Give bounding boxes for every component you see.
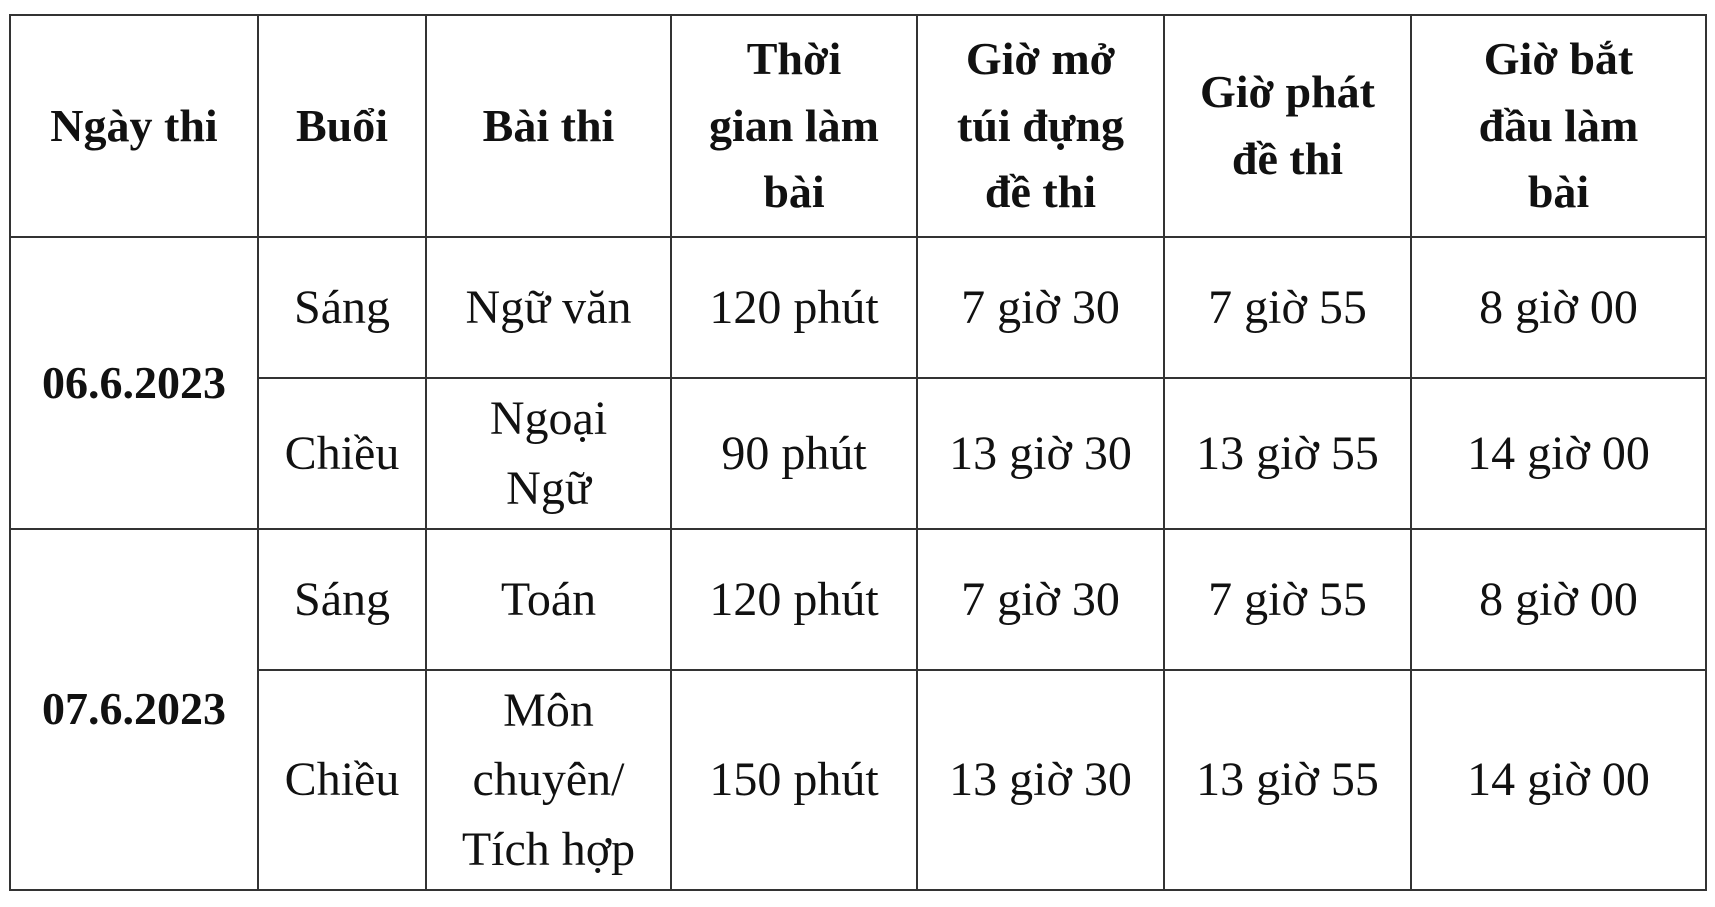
session-cell: Chiều <box>258 378 426 529</box>
session-cell: Sáng <box>258 529 426 670</box>
header-date: Ngày thi <box>10 15 258 237</box>
header-distribute-time: Giờ phát đề thi <box>1164 15 1411 237</box>
start-time-cell: 8 giờ 00 <box>1411 529 1706 670</box>
subject-cell: Ngữ văn <box>426 237 671 378</box>
session-cell: Chiều <box>258 670 426 890</box>
distribute-time-cell: 13 giờ 55 <box>1164 670 1411 890</box>
distribute-time-cell: 7 giờ 55 <box>1164 237 1411 378</box>
distribute-time-cell: 7 giờ 55 <box>1164 529 1411 670</box>
header-session: Buổi <box>258 15 426 237</box>
open-bag-time-cell: 7 giờ 30 <box>917 529 1164 670</box>
duration-cell: 120 phút <box>671 237 917 378</box>
subject-cell: Toán <box>426 529 671 670</box>
duration-cell: 90 phút <box>671 378 917 529</box>
date-cell: 06.6.2023 <box>10 237 258 529</box>
table-row <box>10 237 1706 378</box>
subject-cell: Ngoại Ngữ <box>426 378 671 529</box>
start-time-cell: 8 giờ 00 <box>1411 237 1706 378</box>
session-cell: Sáng <box>258 237 426 378</box>
duration-cell: 150 phút <box>671 670 917 890</box>
duration-cell: 120 phút <box>671 529 917 670</box>
header-duration: Thời gian làm bài <box>671 15 917 237</box>
table-header-row <box>10 15 1706 237</box>
start-time-cell: 14 giờ 00 <box>1411 378 1706 529</box>
header-start-time: Giờ bắt đầu làm bài <box>1411 15 1706 237</box>
header-subject: Bài thi <box>426 15 671 237</box>
table-row <box>10 670 1706 890</box>
table-row <box>10 529 1706 670</box>
distribute-time-cell: 13 giờ 55 <box>1164 378 1411 529</box>
header-open-bag-time: Giờ mở túi đựng đề thi <box>917 15 1164 237</box>
date-cell: 07.6.2023 <box>10 529 258 890</box>
open-bag-time-cell: 13 giờ 30 <box>917 378 1164 529</box>
subject-cell: Môn chuyên/ Tích hợp <box>426 670 671 890</box>
table-row <box>10 378 1706 529</box>
open-bag-time-cell: 13 giờ 30 <box>917 670 1164 890</box>
exam-schedule-table <box>9 14 1707 891</box>
start-time-cell: 14 giờ 00 <box>1411 670 1706 890</box>
open-bag-time-cell: 7 giờ 30 <box>917 237 1164 378</box>
